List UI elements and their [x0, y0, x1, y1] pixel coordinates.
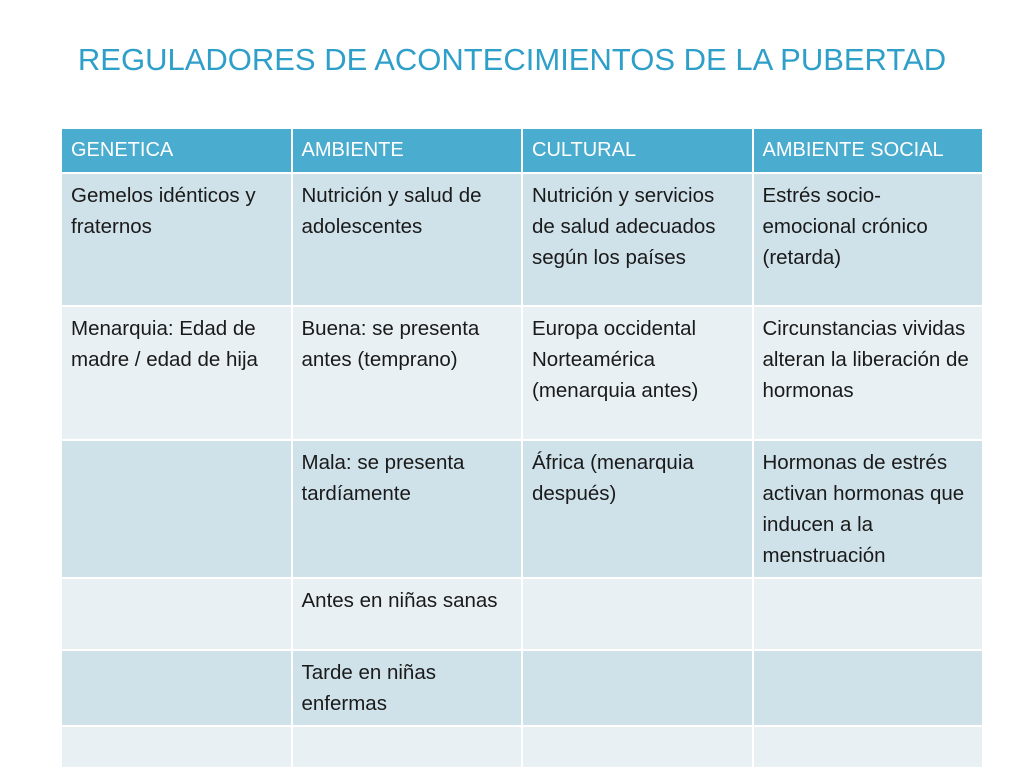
header-cultural: CULTURAL: [522, 128, 753, 173]
table-cell: [522, 650, 753, 726]
table-row: [61, 173, 983, 306]
table-cell: [292, 726, 523, 768]
table-cell: África (menarquia después): [522, 440, 753, 578]
table-row: [61, 650, 983, 726]
header-ambiente: AMBIENTE: [292, 128, 523, 173]
table-cell: Buena: se presenta antes (temprano): [292, 306, 523, 440]
table-cell: Gemelos idénticos y fraternos: [61, 173, 292, 306]
table-cell: Nutrición y servicios de salud adecuados según los países: [522, 173, 753, 306]
header-genetica: GENETICA: [61, 128, 292, 173]
puberty-regulators-table: [60, 127, 984, 768]
table-cell: [61, 440, 292, 578]
table-cell: [61, 650, 292, 726]
table-row: [61, 578, 983, 650]
table-row: [61, 440, 983, 578]
table-cell: Mala: se presenta tardíamente: [292, 440, 523, 578]
table-cell: [522, 578, 753, 650]
slide-title: REGULADORES DE ACONTECIMIENTOS DE LA PUBERTAD: [77, 42, 947, 77]
table-cell: Europa occidental Norteamérica (menarquia antes): [522, 306, 753, 440]
table-cell: [522, 726, 753, 768]
table-row: [61, 726, 983, 768]
table-cell: [61, 578, 292, 650]
table-cell: Menarquia: Edad de madre / edad de hija: [61, 306, 292, 440]
table-cell: [753, 726, 984, 768]
table-cell: Hormonas de estrés activan hormonas que inducen a la menstruación: [753, 440, 984, 578]
table-header-row: [61, 128, 983, 173]
table-cell: [753, 650, 984, 726]
header-ambiente-social: AMBIENTE SOCIAL: [753, 128, 984, 173]
table-cell: Circunstancias vividas alteran la liberación de hormonas: [753, 306, 984, 440]
table-cell: Estrés socio-emocional crónico (retarda): [753, 173, 984, 306]
table-cell: Antes en niñas sanas: [292, 578, 523, 650]
table-row: [61, 306, 983, 440]
table-cell: Tarde en niñas enfermas: [292, 650, 523, 726]
table-cell: Nutrición y salud de adolescentes: [292, 173, 523, 306]
table-cell: [753, 578, 984, 650]
table-cell: [61, 726, 292, 768]
